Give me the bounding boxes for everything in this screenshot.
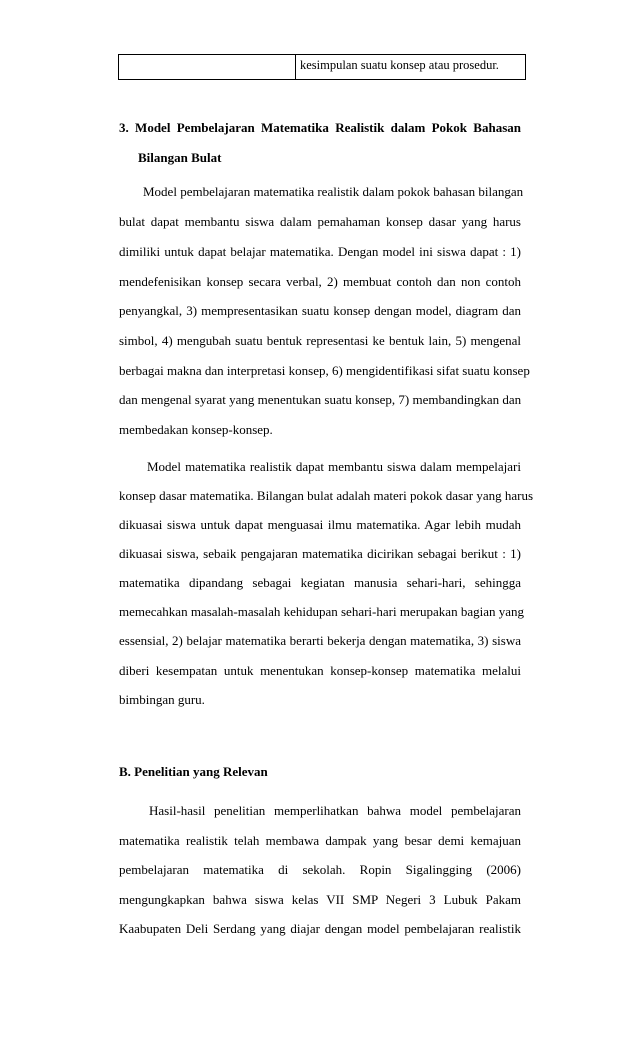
paragraph-line: matematika dipandang sebagai kegiatan manusia sehari-hari, sehingga — [119, 575, 521, 590]
paragraph-line: essensial, 2) belajar matematika berarti bekerja dengan matematika, 3) siswa — [119, 633, 521, 648]
paragraph-line: Hasil-hasil penelitian memperlihatkan bahwa model pembelajaran — [149, 803, 521, 818]
section-3-heading-line-1: 3. Model Pembelajaran Matematika Realistik dalam Pokok Bahasan — [119, 120, 521, 135]
paragraph-line: pembelajaran matematika di sekolah. Ropin Sigalingging (2006) — [119, 862, 521, 877]
paragraph-line: membedakan konsep-konsep. — [119, 422, 273, 437]
section-b-heading: B. Penelitian yang Relevan — [119, 764, 268, 779]
section-3-heading-line-2: Bilangan Bulat — [138, 150, 222, 165]
paragraph-line: bulat dapat membantu siswa dalam pemahaman konsep dasar yang harus — [119, 214, 521, 229]
paragraph-line: diberi kesempatan untuk menentukan konsep-konsep matematika melalui — [119, 663, 521, 678]
paragraph-line: bimbingan guru. — [119, 692, 205, 707]
paragraph-line: dan mengenal syarat yang menentukan suatu konsep, 7) membandingkan dan — [119, 392, 522, 407]
paragraph-line: mendefenisikan konsep secara verbal, 2) membuat contoh dan non contoh — [119, 274, 521, 289]
paragraph-line: penyangkal, 3) mempresentasikan suatu konsep dengan model, diagram dan — [119, 303, 521, 318]
paragraph-line: konsep dasar matematika. Bilangan bulat adalah materi pokok dasar yang harus — [119, 488, 534, 503]
paragraph-line: matematika realistik telah membawa dampak yang besar demi kemajuan — [119, 833, 521, 848]
table-cell-left — [119, 55, 296, 79]
paragraph-line: dikuasai siswa, sebaik pengajaran matematika dicirikan sebagai berikut : 1) — [119, 546, 521, 561]
paragraph-line: Model pembelajaran matematika realistik dalam pokok bahasan bilangan — [143, 184, 524, 199]
paragraph-line: mengungkapkan bahwa siswa kelas VII SMP Negeri 3 Lubuk Pakam — [119, 892, 521, 907]
paragraph-line: berbagai makna dan interpretasi konsep, 6) mengidentifikasi sifat suatu konsep — [119, 363, 530, 378]
paragraph-line: dikuasai siswa untuk dapat menguasai ilmu matematika. Agar lebih mudah — [119, 517, 521, 532]
paragraph-line: memecahkan masalah-masalah kehidupan sehari-hari merupakan bagian yang — [119, 604, 524, 619]
paragraph-line: Kaabupaten Deli Serdang yang diajar dengan model pembelajaran realistik — [119, 921, 521, 936]
table-fragment — [118, 54, 526, 80]
paragraph-line: simbol, 4) mengubah suatu bentuk representasi ke bentuk lain, 5) mengenal — [119, 333, 521, 348]
paragraph-line: dimiliki untuk dapat belajar matematika. Dengan model ini siswa dapat : 1) — [119, 244, 521, 259]
paragraph-line: Model matematika realistik dapat membantu siswa dalam mempelajari — [147, 459, 521, 474]
table-cell-right: kesimpulan suatu konsep atau prosedur. — [300, 58, 499, 72]
